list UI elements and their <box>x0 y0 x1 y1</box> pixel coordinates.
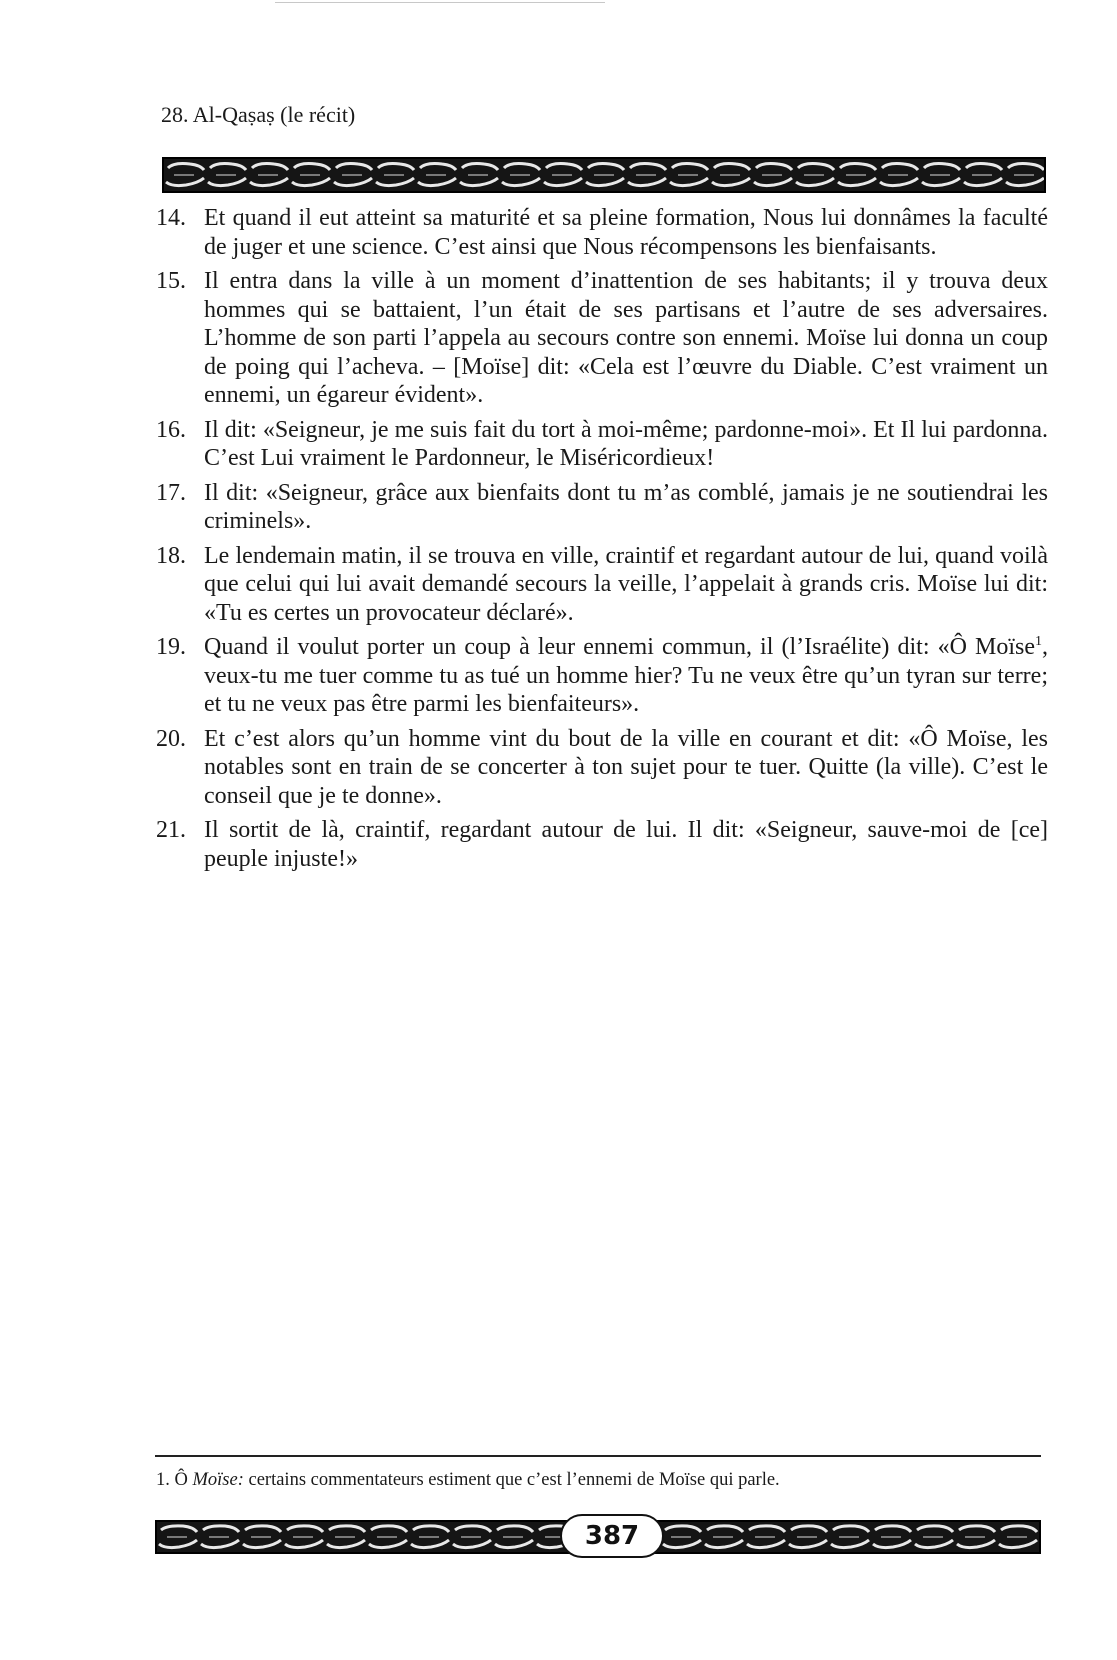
footnote-text: certains commentateurs estiment que c’est l’ennemi de Moïse qui parle. <box>243 1470 780 1490</box>
verse-number: 19. <box>156 634 186 660</box>
verse-list <box>156 204 1048 879</box>
verse-text: Il dit: «Seigneur, je me suis fait du tort à moi-même; pardonne-moi». Et Il lui pardonna. C’est Lui vraiment le Pardonneur, le Miséricordieux! <box>204 416 1048 471</box>
decorative-band-top <box>162 157 1046 193</box>
verse-text: Et quand il eut atteint sa maturité et sa pleine formation, Nous lui donnâmes la faculté de juger et une science. C’est ainsi que Nous récompensons les bienfaisants. <box>204 205 1048 260</box>
chain-ornament-icon <box>164 159 1044 191</box>
verse-14 <box>156 204 1048 261</box>
verse-number: 17. <box>156 479 186 506</box>
verse-number: 14. <box>156 205 186 231</box>
footnote-marker: 1. Ô <box>156 1470 193 1490</box>
verse-17 <box>156 479 1048 536</box>
verse-16 <box>156 416 1048 473</box>
verse-number: 21. <box>156 817 186 843</box>
footnote-term: Moïse: <box>192 1470 244 1490</box>
page-number: 387 <box>560 1514 664 1558</box>
page-header: 28. Al-Qaṣaṣ (le récit) <box>161 102 356 127</box>
verse-number: 20. <box>156 725 186 752</box>
verse-text: Le lendemain matin, il se trouva en ville, craintif et regardant autour de lui, quand voilà que celui qui lui avait demandé secours la veille, l’appelait à grands cris. Moïse lui dit: «Tu es certes un provocateur déclaré». <box>204 542 1048 626</box>
verse-text: Il dit: «Seigneur, grâce aux bienfaits dont tu m’as comblé, jamais je ne soutiendrai les criminels». <box>204 479 1048 534</box>
verse-number: 15. <box>156 268 186 294</box>
verse-text <box>204 633 1048 719</box>
verse-number: 18. <box>156 542 186 569</box>
verse-21 <box>156 816 1048 873</box>
verse-20 <box>156 725 1048 811</box>
top-rule <box>275 2 605 3</box>
verse-text: Il sortit de là, craintif, regardant autour de lui. Il dit: «Seigneur, sauve-moi de [ce] peuple injuste!» <box>204 817 1048 872</box>
verse-text: Et c’est alors qu’un homme vint du bout de la ville en courant et dit: «Ô Moïse, les notables sont en train de se concerter à ton sujet pour te tuer. Quitte (la ville). C’est le conseil que je te donne». <box>204 725 1048 809</box>
footnote-reference: 1 <box>1035 634 1042 649</box>
footnote-rule <box>155 1455 1041 1457</box>
verse-19 <box>156 633 1048 719</box>
verse-15 <box>156 267 1048 410</box>
verse-text-part: Quand il voulut porter un coup à leur ennemi commun, il (l’Israélite) dit: «Ô Moïse <box>204 634 1035 660</box>
verse-text-part: , veux-tu me tuer comme tu as tué un homme hier? Tu ne veux être qu’un tyran sur terre; et tu ne veux pas être parmi les bienfaiteurs». <box>204 634 1048 717</box>
footnote <box>156 1470 780 1491</box>
verse-number: 16. <box>156 416 186 443</box>
verse-18 <box>156 542 1048 628</box>
verse-text: Il entra dans la ville à un moment d’inattention de ses habitants; il y trouva deux hommes qui se battaient, l’un était de ses partisans et l’autre de ses adversaires. L’homme de son parti l’appela au secours contre son ennemi. Moïse lui donna un coup de poing qui l’acheva. – [Moïse] dit: «Cela est l’œuvre du Diable. C’est vraiment un ennemi, un égareur évident». <box>204 268 1048 408</box>
